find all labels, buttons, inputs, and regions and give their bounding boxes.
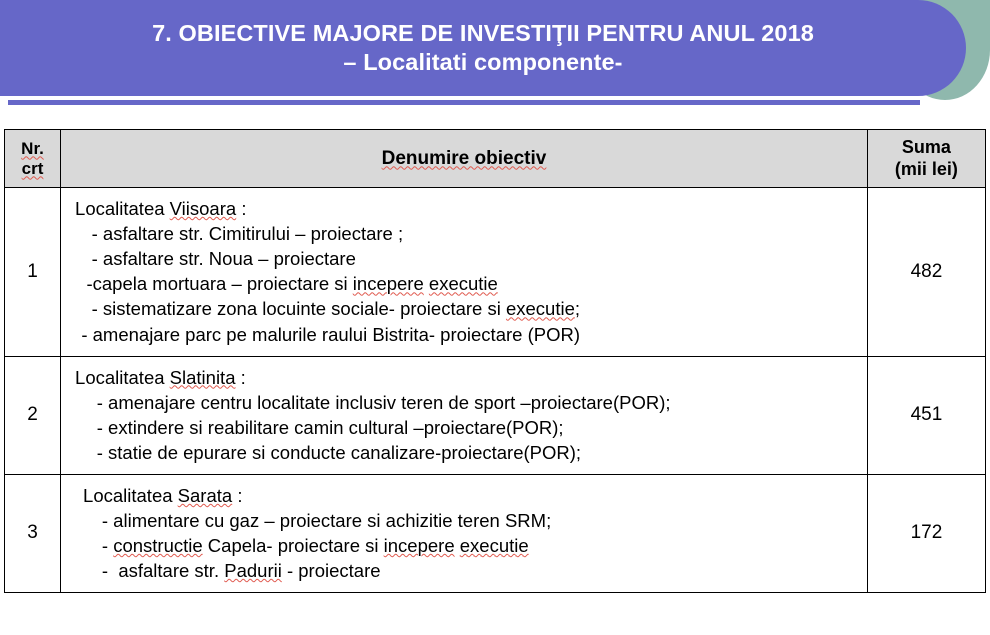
row-amount: 172	[867, 474, 985, 592]
header-banner	[0, 0, 990, 115]
objective-item: - extindere si reabilitare camin cultural –proiectare(POR);	[71, 416, 564, 438]
table-row	[5, 474, 986, 592]
row-number: 2	[5, 356, 61, 474]
row-description	[61, 188, 868, 356]
row-number: 1	[5, 188, 61, 356]
objective-item: - amenajare parc pe malurile raului Bistrita- proiectare (POR)	[71, 323, 580, 345]
page-title-line2: – Localitati componente-	[343, 49, 623, 75]
column-header-nr-line2: crt	[21, 158, 44, 178]
table-row	[5, 356, 986, 474]
objective-item: - asfaltare str. Noua – proiectare	[71, 248, 356, 270]
banner-underline	[8, 100, 920, 105]
row-amount: 482	[867, 188, 985, 356]
column-header-nr	[5, 130, 61, 188]
row-description	[61, 356, 868, 474]
column-header-suma	[867, 130, 985, 188]
page-title-line1: 7. OBIECTIVE MAJORE DE INVESTIŢII PENTRU ANUL 2018	[152, 20, 814, 47]
locality-name: Localitatea Slatinita :	[75, 366, 246, 388]
row-amount: 451	[867, 356, 985, 474]
row-description	[61, 474, 868, 592]
column-header-suma-line1: Suma	[901, 137, 951, 157]
objective-item: -capela mortuara – proiectare si incepere executie	[71, 273, 498, 295]
purple-banner-shape	[0, 0, 966, 96]
objective-item: - statie de epurare si conducte canalizare-proiectare(POR);	[71, 441, 582, 463]
table-row	[5, 188, 986, 356]
objective-item: - amenajare centru localitate inclusiv teren de sport –proiectare(POR);	[71, 391, 671, 413]
investment-objectives-table	[4, 129, 986, 593]
page-title	[33, 19, 933, 76]
column-header-nr-line1: Nr.	[21, 138, 44, 158]
locality-name: Localitatea Viisoara :	[75, 198, 247, 220]
column-header-suma-line2: (mii lei)	[894, 158, 958, 179]
objective-item: - constructie Capela- proiectare si incepere executie	[71, 534, 529, 556]
column-header-denumire-label: Denumire obiectiv	[381, 147, 547, 169]
objective-item: - asfaltare str. Cimitirului – proiectare ;	[71, 223, 404, 245]
row-number: 3	[5, 474, 61, 592]
column-header-denumire	[61, 130, 868, 188]
objective-item: - asfaltare str. Padurii - proiectare	[71, 560, 381, 581]
objective-item: - alimentare cu gaz – proiectare si achizitie teren SRM;	[71, 509, 552, 531]
objective-item: - sistematizare zona locuinte sociale- proiectare si executie;	[71, 298, 581, 320]
table-header-row	[5, 130, 986, 188]
locality-name: Localitatea Sarata :	[83, 484, 243, 506]
